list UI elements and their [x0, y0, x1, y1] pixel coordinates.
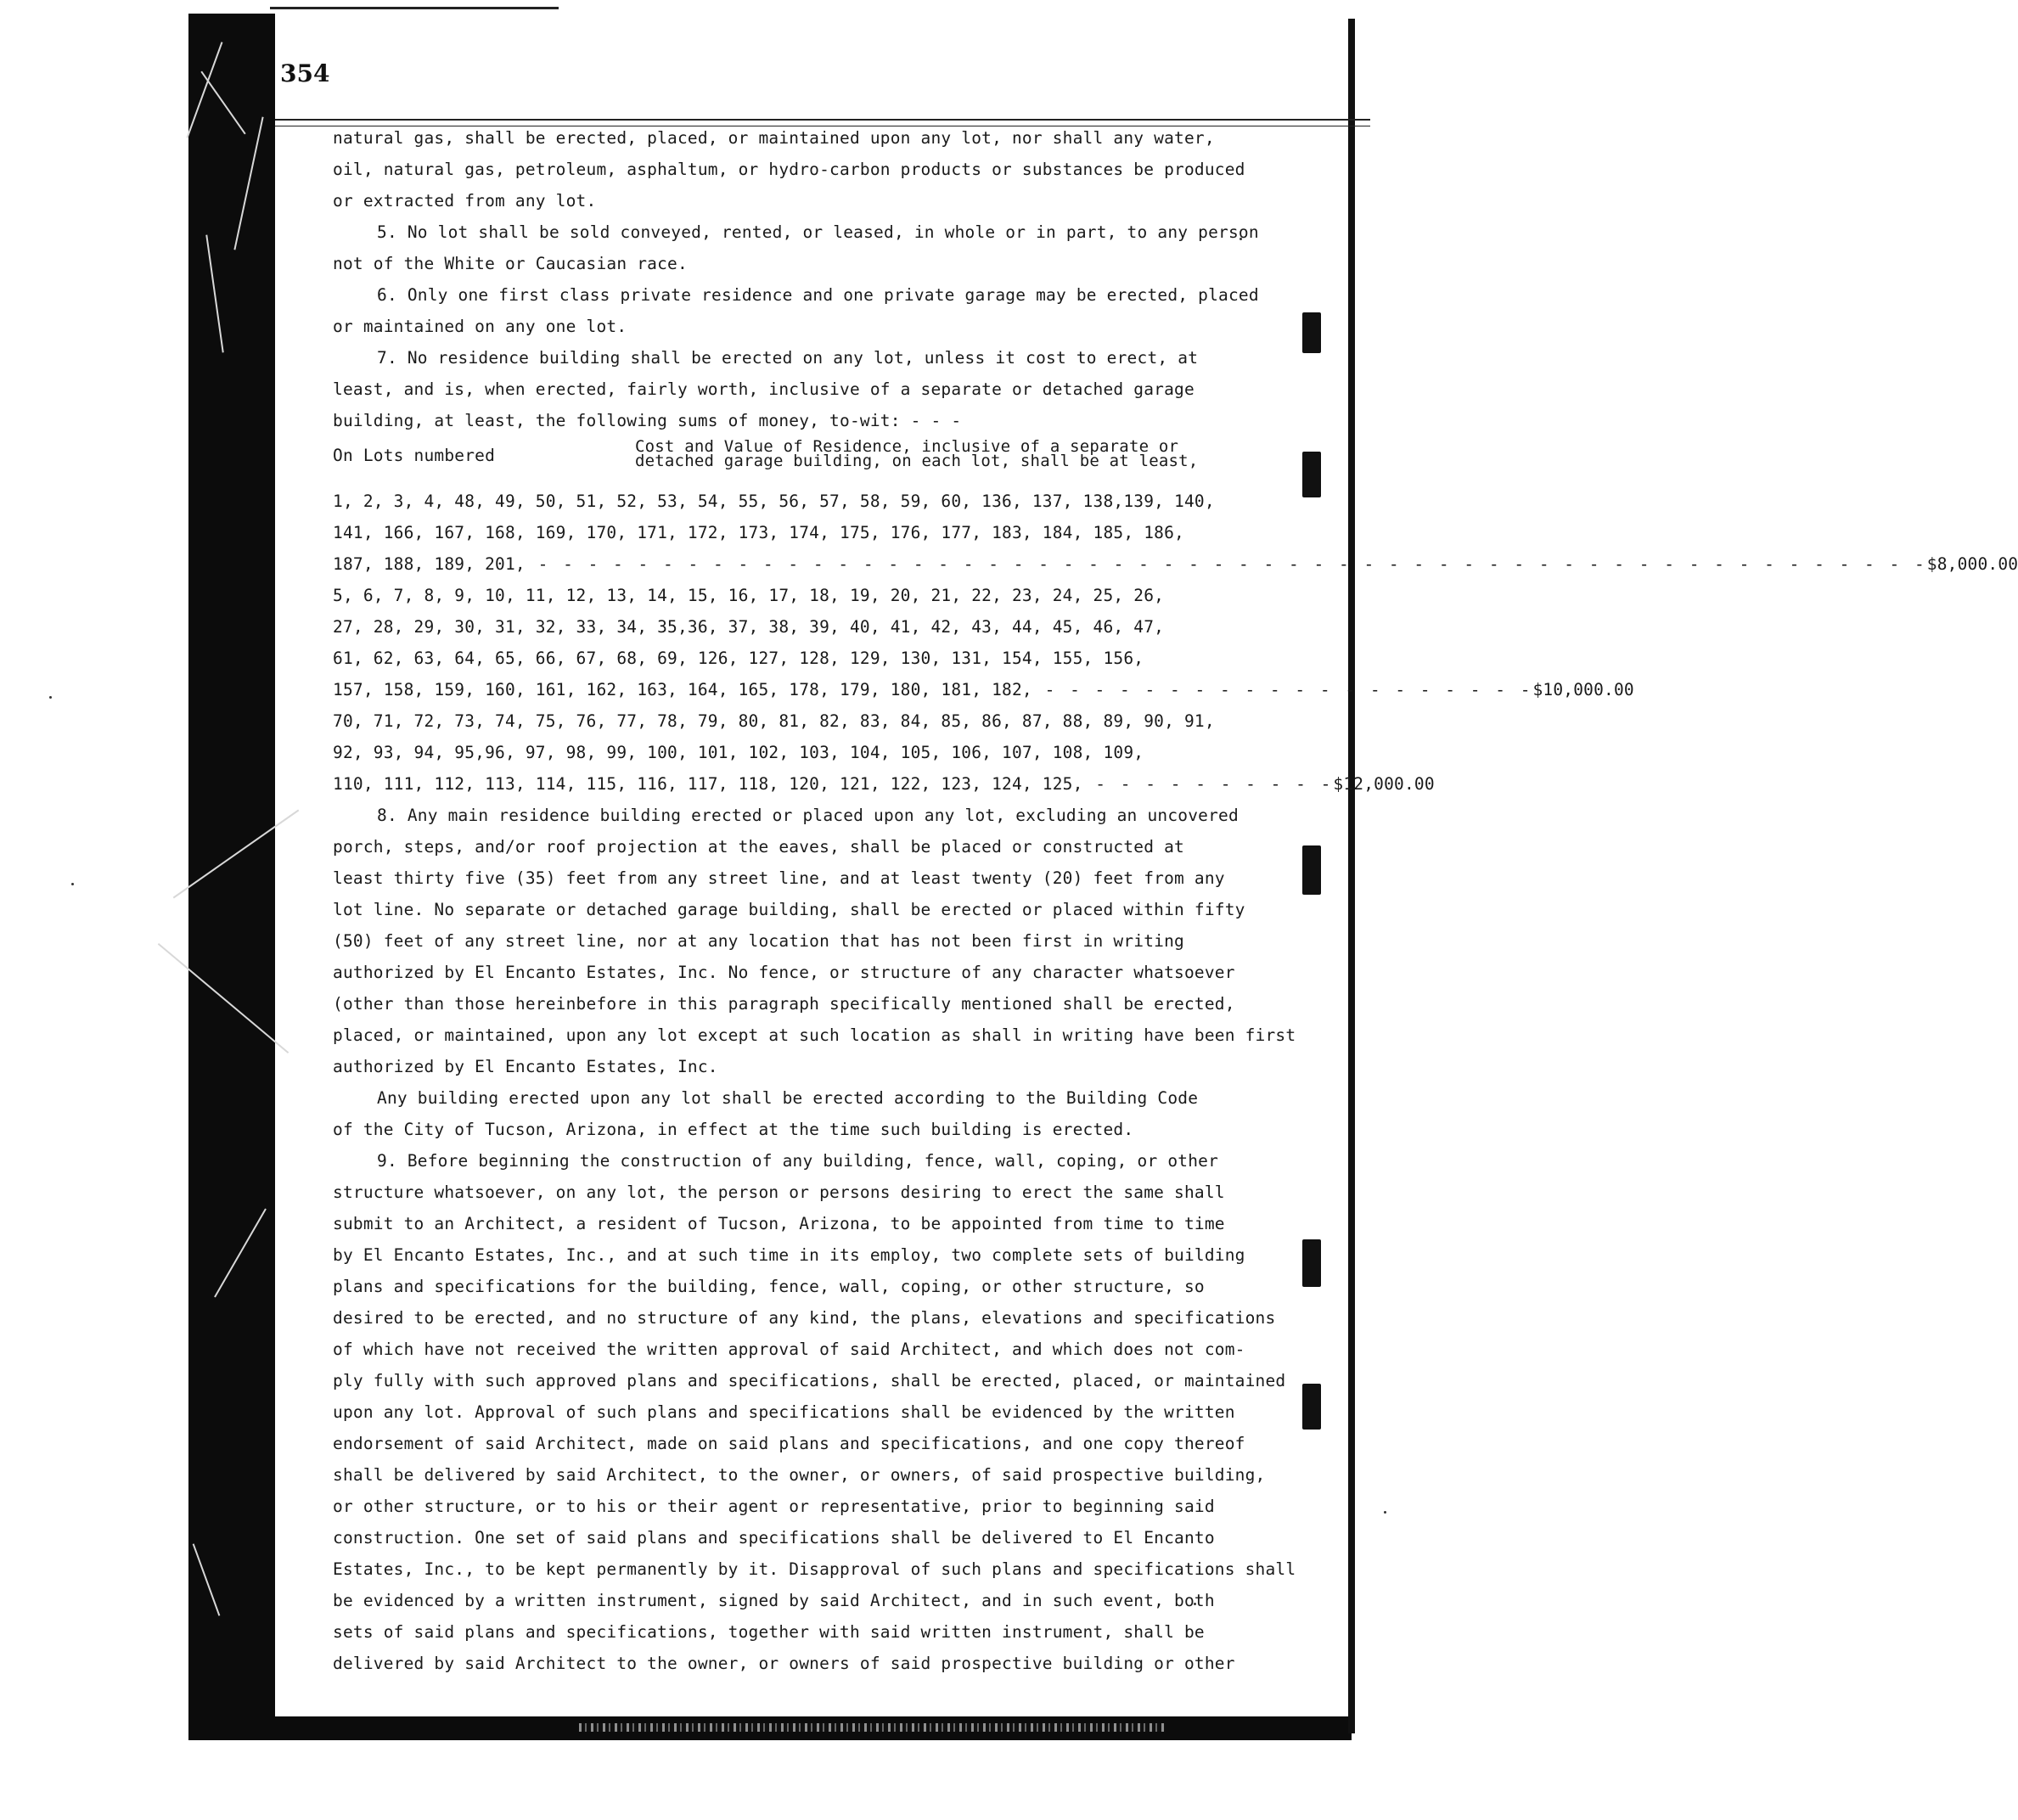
text-line: by El Encanto Estates, Inc., and at such time in its employ, two complete sets of building: [333, 1245, 1245, 1265]
cost-group-3: [333, 705, 1435, 800]
text-line: 6. Only one first class private residence and one private garage may be erected, placed: [377, 285, 1259, 305]
paragraph-8-building-code: [333, 1082, 1233, 1145]
scan-binding-shadow: [188, 14, 275, 1740]
leader-dashes: - - - - - - - - - - - - - - - - - - - -: [1031, 680, 1533, 699]
margin-mark: [1302, 312, 1321, 353]
text-line: of the City of Tucson, Arizona, in effect at the time such building is erected.: [333, 1120, 1134, 1139]
text-line: or other structure, or to his or their agent or representative, prior to beginning said: [333, 1497, 1215, 1516]
text-line: construction. One set of said plans and specifications shall be delivered to El Encanto: [333, 1528, 1215, 1548]
text-line: authorized by El Encanto Estates, Inc.: [333, 1057, 718, 1076]
cost-table-header: [333, 436, 1233, 486]
scan-speck: [1384, 1511, 1386, 1514]
text-line: placed, or maintained, upon any lot except at such location as shall in writing have been first: [333, 1025, 1296, 1045]
text-line: 5. No lot shall be sold conveyed, rented, or leased, in whole or in part, to any person: [377, 222, 1259, 242]
margin-mark: [1302, 845, 1321, 895]
text-line: sets of said plans and specifications, together with said written instrument, shall be: [333, 1622, 1205, 1642]
text-line: shall be delivered by said Architect, to the owner, or owners, of said prospective building,: [333, 1465, 1266, 1485]
paragraph-7: [333, 342, 1233, 436]
paragraph-8: [333, 800, 1296, 1082]
cost-table-header-right: [635, 437, 1199, 470]
text-line: Any building erected upon any lot shall be erected according to the Building Code: [377, 1088, 1199, 1108]
text-line: 7. No residence building shall be erected on any lot, unless it cost to erect, at: [377, 348, 1199, 368]
lot-numbers-line: 27, 28, 29, 30, 31, 32, 33, 34, 35,36, 37, 38, 39, 40, 41, 42, 43, 44, 45, 46, 47,: [333, 617, 1165, 637]
text-line: ply fully with such approved plans and specifications, shall be erected, placed, or maintained: [333, 1371, 1286, 1390]
cost-amount: $12,000.00: [1333, 774, 1435, 794]
lot-numbers-line: 5, 6, 7, 8, 9, 10, 11, 12, 13, 14, 15, 16, 17, 18, 19, 20, 21, 22, 23, 24, 25, 26,: [333, 586, 1165, 605]
text-line: plans and specifications for the building, fence, wall, coping, or other structure, so: [333, 1277, 1205, 1296]
paragraph-continuation: [333, 122, 1245, 216]
text-line: or maintained on any one lot.: [333, 317, 627, 336]
text-line: not of the White or Caucasian race.: [333, 254, 688, 273]
text-line: 8. Any main residence building erected or placed upon any lot, excluding an uncovered: [377, 806, 1239, 825]
header-rule: [275, 119, 1370, 121]
scan-right-rule: [1348, 19, 1355, 1733]
scan-top-rule: [270, 7, 559, 9]
cost-group-2: [333, 580, 1634, 705]
scan-speck: [71, 883, 74, 885]
scan-speck: [49, 696, 52, 699]
leader-dashes: - - - - - - - - - - - - - - - - - - - - - - - - - - - - - - - - - - - - - - - - - - - - - - - - - - - - - - - -: [525, 554, 1927, 574]
text-line: building, at least, the following sums of money, to-wit: - - -: [333, 411, 962, 430]
text-line: or extracted from any lot.: [333, 191, 597, 211]
lot-total-row: [333, 548, 2018, 580]
lot-numbers-line: 70, 71, 72, 73, 74, 75, 76, 77, 78, 79, 80, 81, 82, 83, 84, 85, 86, 87, 88, 89, 90, 91,: [333, 711, 1215, 731]
text-line: (50) feet of any street line, nor at any location that has not been first in writing: [333, 931, 1184, 951]
lot-numbers-line: 157, 158, 159, 160, 161, 162, 163, 164, 165, 178, 179, 180, 181, 182,: [333, 680, 1032, 699]
cost-amount: $8,000.00: [1926, 554, 2018, 574]
text-line: upon any lot. Approval of such plans and specifications shall be evidenced by the written: [333, 1402, 1235, 1422]
text-line: least, and is, when erected, fairly worth, inclusive of a separate or detached garage: [333, 379, 1194, 399]
lot-numbers-line: 110, 111, 112, 113, 114, 115, 116, 117, 118, 120, 121, 122, 123, 124, 125,: [333, 774, 1083, 794]
page-number: 354: [280, 59, 330, 87]
paragraph-9: [333, 1145, 1296, 1679]
lot-numbers-line: 61, 62, 63, 64, 65, 66, 67, 68, 69, 126, 127, 128, 129, 130, 131, 154, 155, 156,: [333, 649, 1144, 668]
cost-table-header-left: On Lots numbered: [333, 446, 496, 465]
text-line: be evidenced by a written instrument, signed by said Architect, and in such event, both: [333, 1591, 1215, 1610]
cost-amount: $10,000.00: [1532, 680, 1634, 699]
text-line: delivered by said Architect to the owner, or owners of said prospective building or other: [333, 1654, 1235, 1673]
margin-mark: [1302, 1239, 1321, 1287]
lot-numbers-line: 92, 93, 94, 95,96, 97, 98, 99, 100, 101, 102, 103, 104, 105, 106, 107, 108, 109,: [333, 743, 1144, 762]
margin-mark: [1302, 452, 1321, 497]
text-line: lot line. No separate or detached garage building, shall be erected or placed within fifty: [333, 900, 1245, 919]
cost-table-header-right-line: detached garage building, on each lot, shall be at least,: [635, 452, 1199, 470]
text-line: desired to be erected, and no structure of any kind, the plans, elevations and specifications: [333, 1308, 1276, 1328]
paragraph-5: [333, 216, 1259, 279]
lot-numbers-line: 1, 2, 3, 4, 48, 49, 50, 51, 52, 53, 54, 55, 56, 57, 58, 59, 60, 136, 137, 138,139, 140,: [333, 492, 1215, 511]
text-line: Estates, Inc., to be kept permanently by it. Disapproval of such plans and specifications shall: [333, 1559, 1296, 1579]
text-line: oil, natural gas, petroleum, asphaltum, or hydro-carbon products or substances be produced: [333, 160, 1245, 179]
text-line: submit to an Architect, a resident of Tucson, Arizona, to be appointed from time to time: [333, 1214, 1225, 1233]
text-line: of which have not received the written approval of said Architect, and which does not com-: [333, 1340, 1245, 1359]
text-line: (other than those hereinbefore in this paragraph specifically mentioned shall be erected,: [333, 994, 1235, 1014]
text-line: least thirty five (35) feet from any street line, and at least twenty (20) feet from any: [333, 868, 1225, 888]
document-body: [333, 122, 2018, 1679]
text-line: authorized by El Encanto Estates, Inc. No fence, or structure of any character whatsoever: [333, 963, 1235, 982]
lot-total-row: [333, 674, 1634, 705]
text-line: natural gas, shall be erected, placed, or maintained upon any lot, nor shall any water,: [333, 128, 1215, 148]
cost-table-header-right-line: Cost and Value of Residence, inclusive of a separate or: [635, 437, 1179, 456]
text-line: 9. Before beginning the construction of any building, fence, wall, coping, or other: [377, 1151, 1219, 1171]
cost-group-1: [333, 486, 2018, 580]
text-line: endorsement of said Architect, made on said plans and specifications, and one copy thereof: [333, 1434, 1245, 1453]
leader-dashes: - - - - - - - - - -: [1082, 774, 1334, 794]
lot-numbers-line: 141, 166, 167, 168, 169, 170, 171, 172, 173, 174, 175, 176, 177, 183, 184, 185, 186,: [333, 523, 1184, 542]
margin-mark: [1302, 1384, 1321, 1430]
text-line: structure whatsoever, on any lot, the person or persons desiring to erect the same shall: [333, 1182, 1225, 1202]
text-line: porch, steps, and/or roof projection at the eaves, shall be placed or constructed at: [333, 837, 1184, 857]
lot-numbers-line: 187, 188, 189, 201,: [333, 554, 526, 574]
lot-total-row: [333, 768, 1435, 800]
scan-bottom-shadow: [188, 1716, 1352, 1740]
paragraph-6: [333, 279, 1259, 342]
